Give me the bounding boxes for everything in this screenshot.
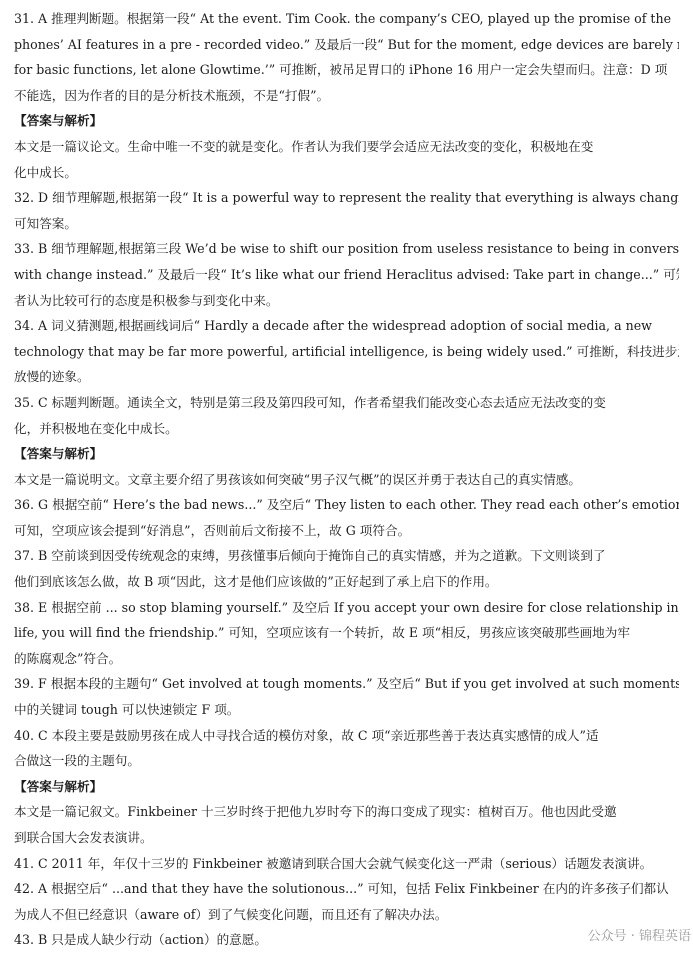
text-line: 不能选，因为作者的目的是分析技术瓶颈，不是“打假”。 (14, 83, 679, 109)
text-line: 的陈腐观念”符合。 (14, 646, 679, 672)
section-heading: 【答案与解析】 (14, 774, 679, 800)
watermark: 公众号 · 锦程英语 (588, 929, 693, 945)
text-line: 化，并积极地在变化中成长。 (14, 416, 679, 442)
text-line: 32. D 细节理解题,根据第一段“ It is a powerful way to represent the reality that everything is always changing.” (14, 185, 679, 211)
text-line: 36. G 根据空前“ Here’s the bad news...” 及空后“ They listen to each other. They read each other’s emotions.” (14, 492, 679, 518)
text-line: 本文是一篇记叙文。Finkbeiner 十三岁时终于把他九岁时夸下的海口变成了现实：植树百万。他也因此受邀 (14, 799, 679, 825)
text-line: for basic functions, let alone Glowtime.’” 可推断，被吊足胃口的 iPhone 16 用户一定会失望而归。注意：D 项 (14, 57, 679, 83)
text-line: technology that may be far more powerful, artificial intelligence, is being widely used.” 可推断，科技进步还没有 (14, 339, 679, 365)
text-line: 本文是一篇议论文。生命中唯一不变的就是变化。作者认为我们要学会适应无法改变的变化，积极地在变 (14, 134, 679, 160)
text-line: 43. B 只是成人缺少行动（action）的意愿。 (14, 927, 679, 953)
text-line: 本文是一篇说明文。文章主要介绍了男孩该如何突破“男子汉气概”的误区并勇于表达自己的真实情感。 (14, 467, 679, 493)
text-line: 42. A 根据空后“ ...and that they have the solutionous...” 可知，包括 Felix Finkbeiner 在内的许多孩子们都认 (14, 876, 679, 902)
text-line: 38. E 根据空前 ... so stop blaming yourself.” 及空后 If you accept your own desire for close relationship in your (14, 595, 679, 621)
text-line: 可知答案。 (14, 211, 679, 237)
text-line: 化中成长。 (14, 160, 679, 186)
text-line: 他们到底该怎么做，故 B 项“因此，这才是他们应该做的”正好起到了承上启下的作用。 (14, 569, 679, 595)
text-line: 可知，空项应该会提到“好消息”，否则前后文衔接不上，故 G 项符合。 (14, 518, 679, 544)
text-line: 41. C 2011 年，年仅十三岁的 Finkbeiner 被邀请到联合国大会就气候变化这一严肃（serious）话题发表演讲。 (14, 851, 679, 877)
text-line: 合做这一段的主题句。 (14, 748, 679, 774)
text-line: 35. C 标题判断题。通读全文，特别是第三段及第四段可知，作者希望我们能改变心态去适应无法改变的变 (14, 390, 679, 416)
text-line: with change instead.” 及最后一段“ It’s like what our friend Heraclitus advised: Take part in change...” 可知，作 (14, 262, 679, 288)
text-line: 31. A 推理判断题。根据第一段“ At the event. Tim Cook. the company’s CEO, played up the promise of the (14, 6, 679, 32)
section-heading: 【答案与解析】 (14, 108, 679, 134)
text-line: 39. F 根据本段的主题句“ Get involved at tough moments.” 及空后“ But if you get involved at such moments” (14, 671, 679, 697)
text-line: 中的关键词 tough 可以快速锁定 F 项。 (14, 697, 679, 723)
section-heading: 【答案与解析】 (14, 441, 679, 467)
text-line: 34. A 词义猜测题,根据画线词后“ Hardly a decade after the widespread adoption of social media, a new (14, 313, 679, 339)
text-line: 37. B 空前谈到因受传统观念的束缚，男孩懂事后倾向于掩饰自己的真实情感，并为之道歉。下文则谈到了 (14, 543, 679, 569)
text-line: 者认为比较可行的态度是积极参与到变化中来。 (14, 288, 679, 314)
text-line: 放慢的迹象。 (14, 364, 679, 390)
text-line: 40. C 本段主要是鼓励男孩在成人中寻找合适的模仿对象，故 C 项“亲近那些善于表达真实感情的成人”适 (14, 723, 679, 749)
text-line: life, you will find the friendship.” 可知，空项应该有一个转折，故 E 项“相反，男孩应该突破那些画地为牢 (14, 620, 679, 646)
text-line: 为成人不但已经意识（aware of）到了气候变化问题，而且还有了解决办法。 (14, 902, 679, 928)
text-line: 33. B 细节理解题,根据第三段 We’d be wise to shift our position from useless resistance to being in conversation (14, 236, 679, 262)
text-line: 到联合国大会发表演讲。 (14, 825, 679, 851)
text-line: phones’ AI features in a pre - recorded video.” 及最后一段“ But for the moment, edge devices are barely ready (14, 32, 679, 58)
